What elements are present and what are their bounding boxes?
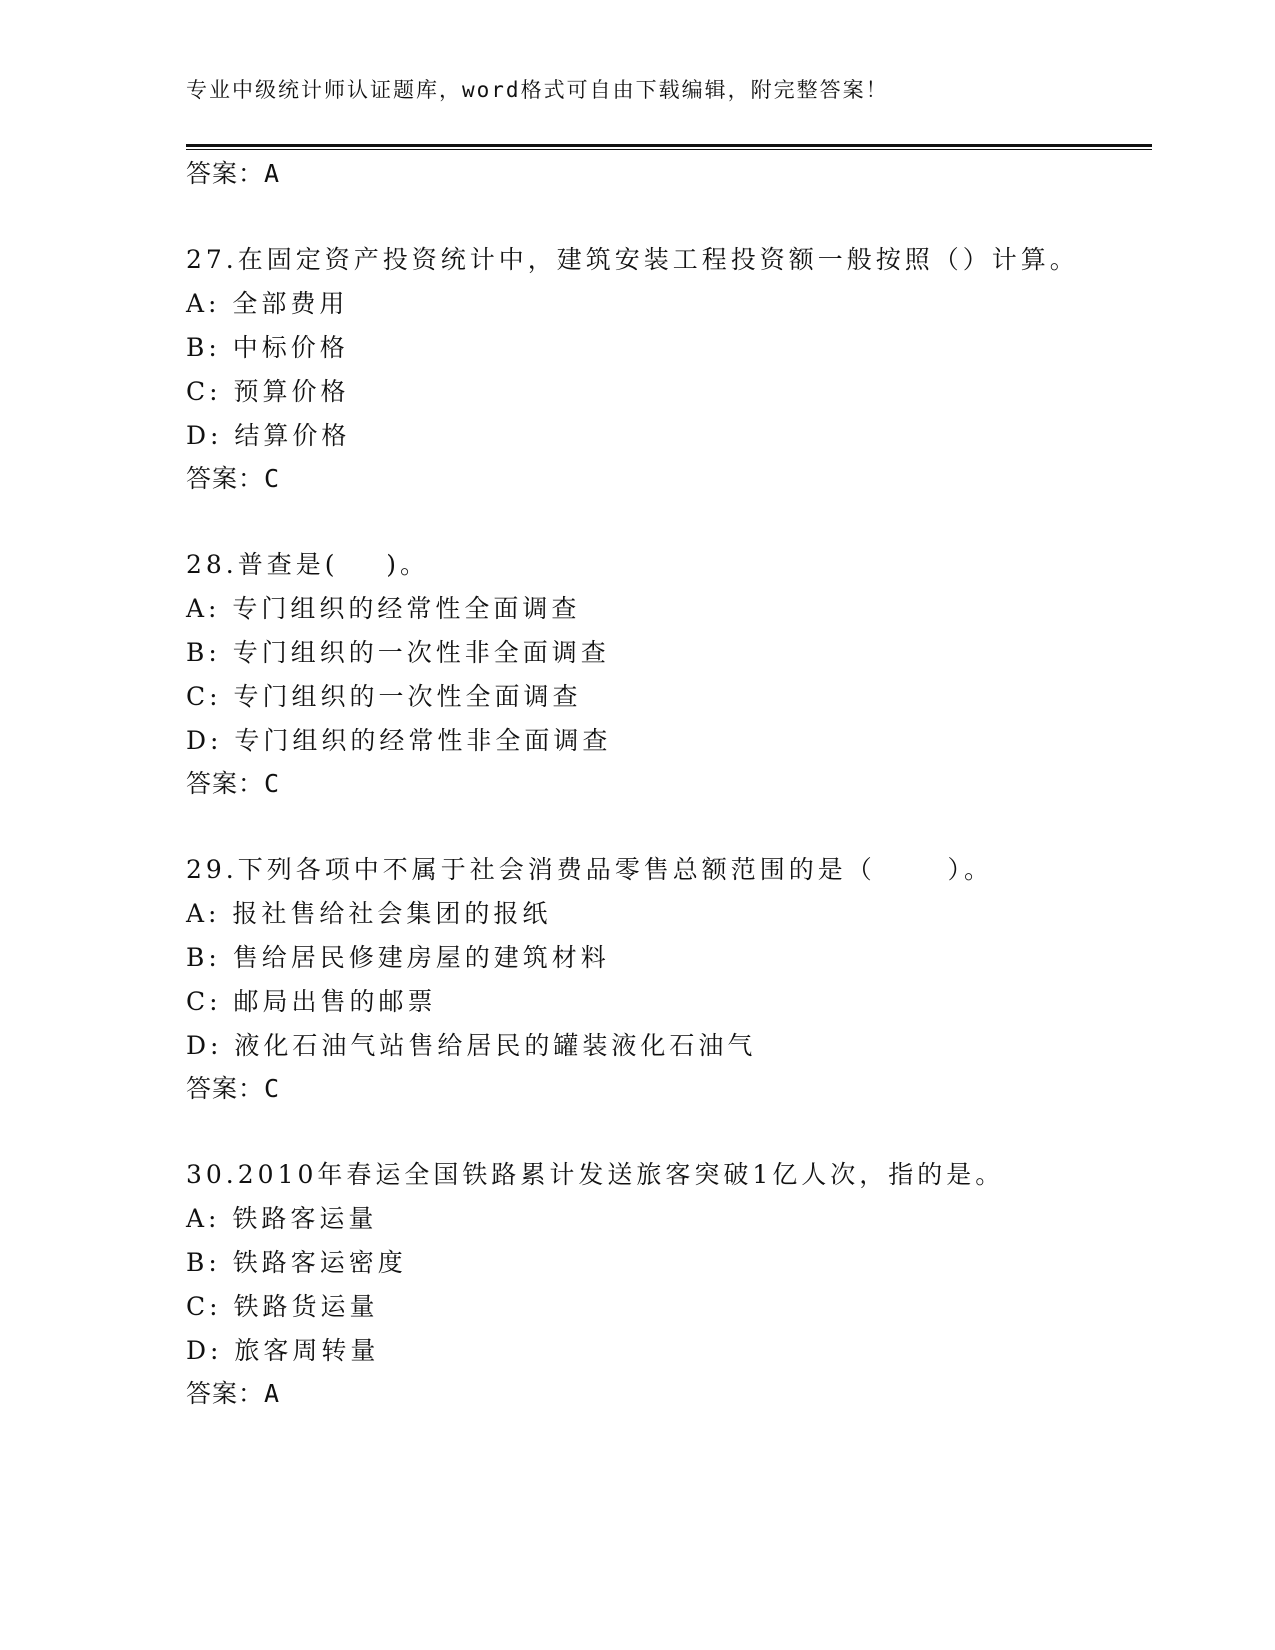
answer-label: 答案： — [186, 159, 265, 188]
answer-label: 答案： — [186, 464, 265, 493]
answer-line — [186, 158, 280, 190]
question-stem: 29.下列各项中不属于社会消费品零售总额范围的是（ ）。 — [186, 855, 993, 884]
option-d: D: 液化石油气站售给居民的罐装液化石油气 — [186, 1031, 757, 1060]
question-stem: 28.普查是( )。 — [186, 550, 430, 579]
option-b: B: 售给居民修建房屋的建筑材料 — [186, 943, 610, 972]
option-d: D: 旅客周转量 — [186, 1336, 380, 1365]
header-divider — [186, 144, 1152, 150]
option-b: B: 中标价格 — [186, 333, 349, 362]
option-d: D: 专门组织的经常性非全面调查 — [186, 726, 612, 755]
answer-line — [186, 768, 280, 800]
option-a: A: 专门组织的经常性全面调查 — [186, 594, 581, 623]
answer-line — [186, 1073, 280, 1105]
answer-value: A — [264, 159, 281, 188]
option-c: C: 预算价格 — [186, 377, 350, 406]
option-c: C: 铁路货运量 — [186, 1292, 379, 1321]
answer-label: 答案： — [186, 1074, 265, 1103]
answer-label: 答案： — [186, 1379, 265, 1408]
option-b: B: 专门组织的一次性非全面调查 — [186, 638, 610, 667]
option-c: C: 专门组织的一次性全面调查 — [186, 682, 582, 711]
question-stem: 30.2010年春运全国铁路累计发送旅客突破1亿人次，指的是。 — [186, 1160, 1005, 1189]
question-stem: 27.在固定资产投资统计中，建筑安装工程投资额一般按照（）计算。 — [186, 245, 1079, 274]
answer-value: C — [264, 464, 281, 493]
answer-value: C — [264, 1074, 281, 1103]
answer-line — [186, 1378, 280, 1410]
option-a: A: 全部费用 — [186, 289, 349, 318]
option-a: A: 铁路客运量 — [186, 1204, 378, 1233]
option-d: D: 结算价格 — [186, 421, 351, 450]
answer-value: A — [264, 1379, 281, 1408]
answer-label: 答案： — [186, 769, 265, 798]
page-header: 专业中级统计师认证题库，word格式可自由下载编辑，附完整答案！ — [186, 78, 889, 102]
option-c: C: 邮局出售的邮票 — [186, 987, 437, 1016]
option-b: B: 铁路客运密度 — [186, 1248, 407, 1277]
answer-line — [186, 463, 280, 495]
answer-value: C — [264, 769, 281, 798]
option-a: A: 报社售给社会集团的报纸 — [186, 899, 552, 928]
